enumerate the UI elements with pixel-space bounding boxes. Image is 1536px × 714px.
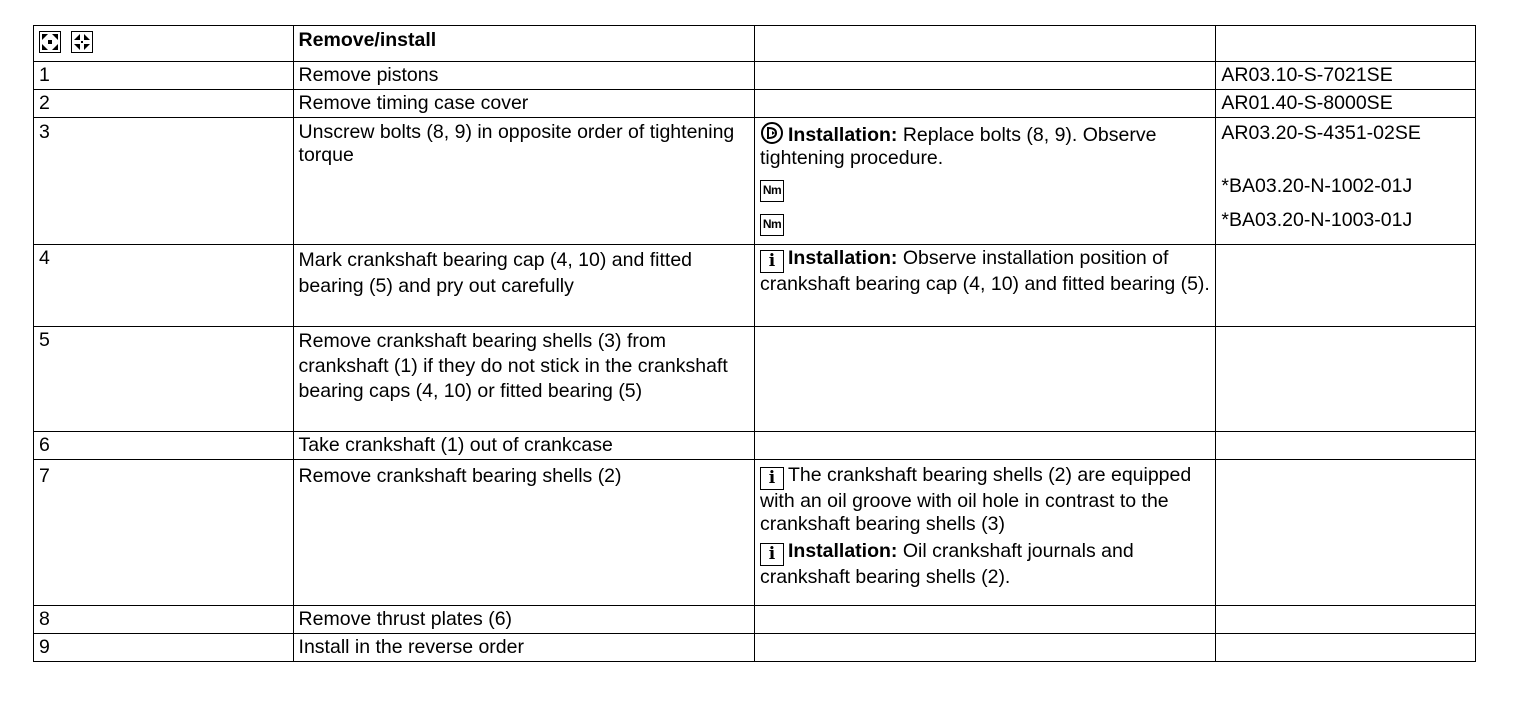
- step-note: [754, 432, 1215, 460]
- step-reference: [1216, 432, 1476, 460]
- step-action: Take crankshaft (1) out of crankcase: [293, 432, 754, 460]
- step-number: 1: [34, 62, 294, 90]
- note-text: Oil crankshaft journals and crankshaft bearing shells (2).: [759, 540, 1134, 588]
- step-action: Remove timing case cover: [293, 90, 754, 118]
- step-note: [754, 460, 1215, 606]
- installation-note: [760, 540, 1210, 589]
- step-action: Remove pistons: [293, 62, 754, 90]
- note-label: Installation:: [787, 124, 898, 146]
- step-note: [754, 606, 1215, 634]
- header-title-cell: [293, 26, 754, 62]
- reference-link[interactable]: AR03.20-S-4351-02SE: [1221, 122, 1421, 144]
- step-action: Remove crankshaft bearing shells (3) from crankshaft (1) if they do not stick in the crankshaft bearing caps (4, 10) or fitted bearing (5): [293, 327, 754, 432]
- steps-table: [33, 25, 1476, 662]
- step-number: 9: [34, 634, 294, 662]
- note-text: The crankshaft bearing shells (2) are equipped with an oil groove with oil hole in contrast to the crankshaft bearing shells (3): [759, 464, 1192, 535]
- step-reference: [1216, 460, 1476, 606]
- note-text: Replace bolts (8, 9). Observe tightening procedure.: [759, 124, 1157, 169]
- expand-all-icon[interactable]: [39, 31, 61, 53]
- table-row: [34, 606, 1476, 634]
- step-note: [754, 62, 1215, 90]
- step-action: Unscrew bolts (8, 9) in opposite order of tightening torque: [293, 118, 754, 245]
- step-reference: [1216, 606, 1476, 634]
- installation-note: [760, 247, 1210, 296]
- step-note: [754, 634, 1215, 662]
- step-number: 8: [34, 606, 294, 634]
- step-action: Install in the reverse order: [293, 634, 754, 662]
- reference-link[interactable]: AR03.10-S-7021SE: [1221, 64, 1393, 86]
- installation-note: [760, 121, 1210, 170]
- installation-icon: [760, 121, 784, 145]
- step-reference: [1216, 634, 1476, 662]
- table-row: [34, 245, 1476, 327]
- table-header-row: [34, 26, 1476, 62]
- step-reference: [1216, 327, 1476, 432]
- table-row: [34, 90, 1476, 118]
- header-empty-cell: [754, 26, 1215, 62]
- step-note: [754, 327, 1215, 432]
- step-note: [754, 118, 1215, 245]
- info-icon: i: [760, 543, 784, 566]
- step-number: 6: [34, 432, 294, 460]
- torque-reference-link[interactable]: *BA03.20-N-1002-01J: [1221, 174, 1413, 197]
- table-row: [34, 118, 1476, 245]
- header-title: Remove/install: [298, 29, 437, 51]
- step-note: [754, 245, 1215, 327]
- info-icon: i: [760, 250, 784, 273]
- step-number: 4: [34, 245, 294, 327]
- header-empty-cell: [1216, 26, 1476, 62]
- note-label: Installation:: [787, 247, 898, 269]
- step-action: Remove crankshaft bearing shells (2): [293, 460, 754, 606]
- torque-nm-icon[interactable]: Nm: [760, 180, 784, 202]
- step-number: 2: [34, 90, 294, 118]
- header-icons-cell: [34, 26, 294, 62]
- table-row: [34, 634, 1476, 662]
- step-action: Mark crankshaft bearing cap (4, 10) and fitted bearing (5) and pry out carefully: [293, 245, 754, 327]
- step-reference: [1216, 118, 1476, 245]
- note-label: Installation:: [787, 540, 898, 562]
- step-number: 3: [34, 118, 294, 245]
- table-row: [34, 327, 1476, 432]
- note-text: Observe installation position of crankshaft bearing cap (4, 10) and fitted bearing (5).: [759, 247, 1210, 295]
- torque-reference-link[interactable]: *BA03.20-N-1003-01J: [1221, 208, 1413, 231]
- step-note: [754, 90, 1215, 118]
- step-number: 7: [34, 460, 294, 606]
- step-action: Remove thrust plates (6): [293, 606, 754, 634]
- table-row: [34, 62, 1476, 90]
- step-number: 5: [34, 327, 294, 432]
- collapse-all-icon[interactable]: [71, 31, 93, 53]
- info-note: [760, 464, 1210, 536]
- reference-link[interactable]: AR01.40-S-8000SE: [1221, 92, 1393, 114]
- table-row: [34, 460, 1476, 606]
- info-icon: i: [760, 467, 784, 490]
- step-reference: [1216, 90, 1476, 118]
- step-reference: [1216, 245, 1476, 327]
- table-row: [34, 432, 1476, 460]
- step-reference: [1216, 62, 1476, 90]
- torque-nm-icon[interactable]: Nm: [760, 214, 784, 236]
